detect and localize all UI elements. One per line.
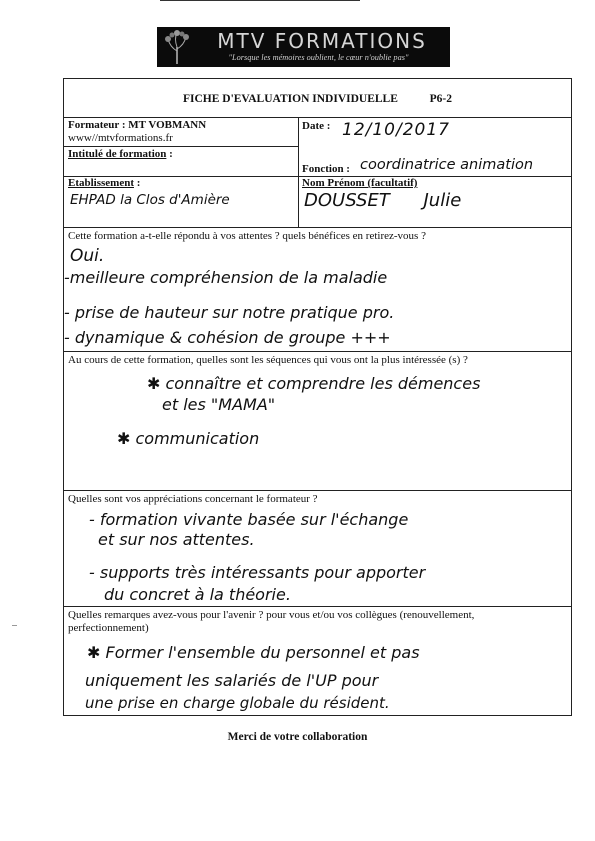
trainer-block [68, 119, 206, 145]
date-value: 12/10/2017 [342, 120, 450, 140]
establishment-label: Etablissement [68, 177, 134, 189]
training-title-field [68, 148, 173, 161]
divider [64, 490, 571, 491]
divider [64, 146, 299, 147]
form-title-row [64, 93, 571, 106]
banner-title: MTV FORMATIONS [217, 29, 427, 53]
answer-3-line-2: et sur nos attentes. [98, 530, 255, 549]
answer-1-line-3: - prise de hauteur sur notre pratique pro. [64, 303, 395, 322]
answer-2-line-2: et les "MAMA" [162, 395, 276, 414]
answer-4-line-3: une prise en charge globale du résident. [85, 694, 390, 712]
answer-1-line-4: - dynamique & cohésion de groupe +++ [64, 328, 391, 347]
divider [64, 117, 571, 118]
fonction-value: coordinatrice animation [360, 157, 534, 173]
question-4 [68, 609, 568, 635]
form-title: FICHE D'EVALUATION INDIVIDUELLE [182, 93, 398, 105]
answer-4-line-2: uniquement les salariés de l'UP pour [85, 671, 379, 690]
question-1: Cette formation a-t-elle répondu à vos attentes ? quels bénéfices en retirez-vous ? [68, 230, 426, 242]
establishment-field [68, 177, 140, 190]
answer-1-line-1: Oui. [70, 246, 105, 266]
divider [64, 351, 571, 352]
evaluation-form [63, 78, 572, 716]
scan-mark [12, 625, 17, 626]
answer-3-line-4: du concret à la théorie. [104, 585, 291, 604]
trainer-website: www//mtvformations.fr [68, 132, 173, 144]
training-title-colon: : [166, 148, 173, 160]
establishment-colon: : [134, 177, 141, 189]
question-4-line-2: perfectionnement) [68, 622, 149, 634]
divider [64, 227, 571, 228]
date-label: Date : [302, 120, 331, 132]
answer-2-line-3: ✱ communication [117, 429, 260, 448]
answer-2-line-1: ✱ connaître et comprendre les démences [147, 374, 481, 393]
thank-you-note: Merci de votre collaboration [227, 731, 368, 743]
form-code: P6-2 [429, 93, 453, 105]
training-title-label: Intitulé de formation [68, 148, 167, 160]
fonction-label: Fonction : [302, 163, 350, 175]
top-edge-line [160, 0, 360, 1]
trainer-label: Formateur : MT VOBMANN [68, 119, 207, 131]
question-4-line-1: Quelles remarques avez-vous pour l'avenir ? pour vous et/ou vos collègues (renouvellement, [68, 609, 475, 621]
question-3: Quelles sont vos appréciations concernant le formateur ? [68, 493, 318, 505]
establishment-value: EHPAD la Clos d'Amière [70, 192, 230, 208]
name-label: Nom Prénom (facultatif) [302, 177, 418, 189]
answer-3-line-3: - supports très intéressants pour apporter [89, 563, 426, 582]
question-2: Au cours de cette formation, quelles sont les séquences qui vous ont la plus intéressée (s) ? [68, 354, 468, 366]
answer-4-line-1: ✱ Former l'ensemble du personnel et pas [87, 643, 420, 662]
banner-tagline: "Lorsque les mémoires oublient, le cœur n'oublie pas" [228, 53, 409, 62]
answer-3-line-1: - formation vivante basée sur l'échange [89, 510, 409, 529]
answer-1-line-2: -meilleure compréhension de la maladie [64, 268, 388, 287]
name-value: DOUSSET Julie [304, 190, 462, 211]
column-divider [298, 117, 299, 227]
divider [64, 606, 571, 607]
logo-banner [157, 27, 450, 67]
